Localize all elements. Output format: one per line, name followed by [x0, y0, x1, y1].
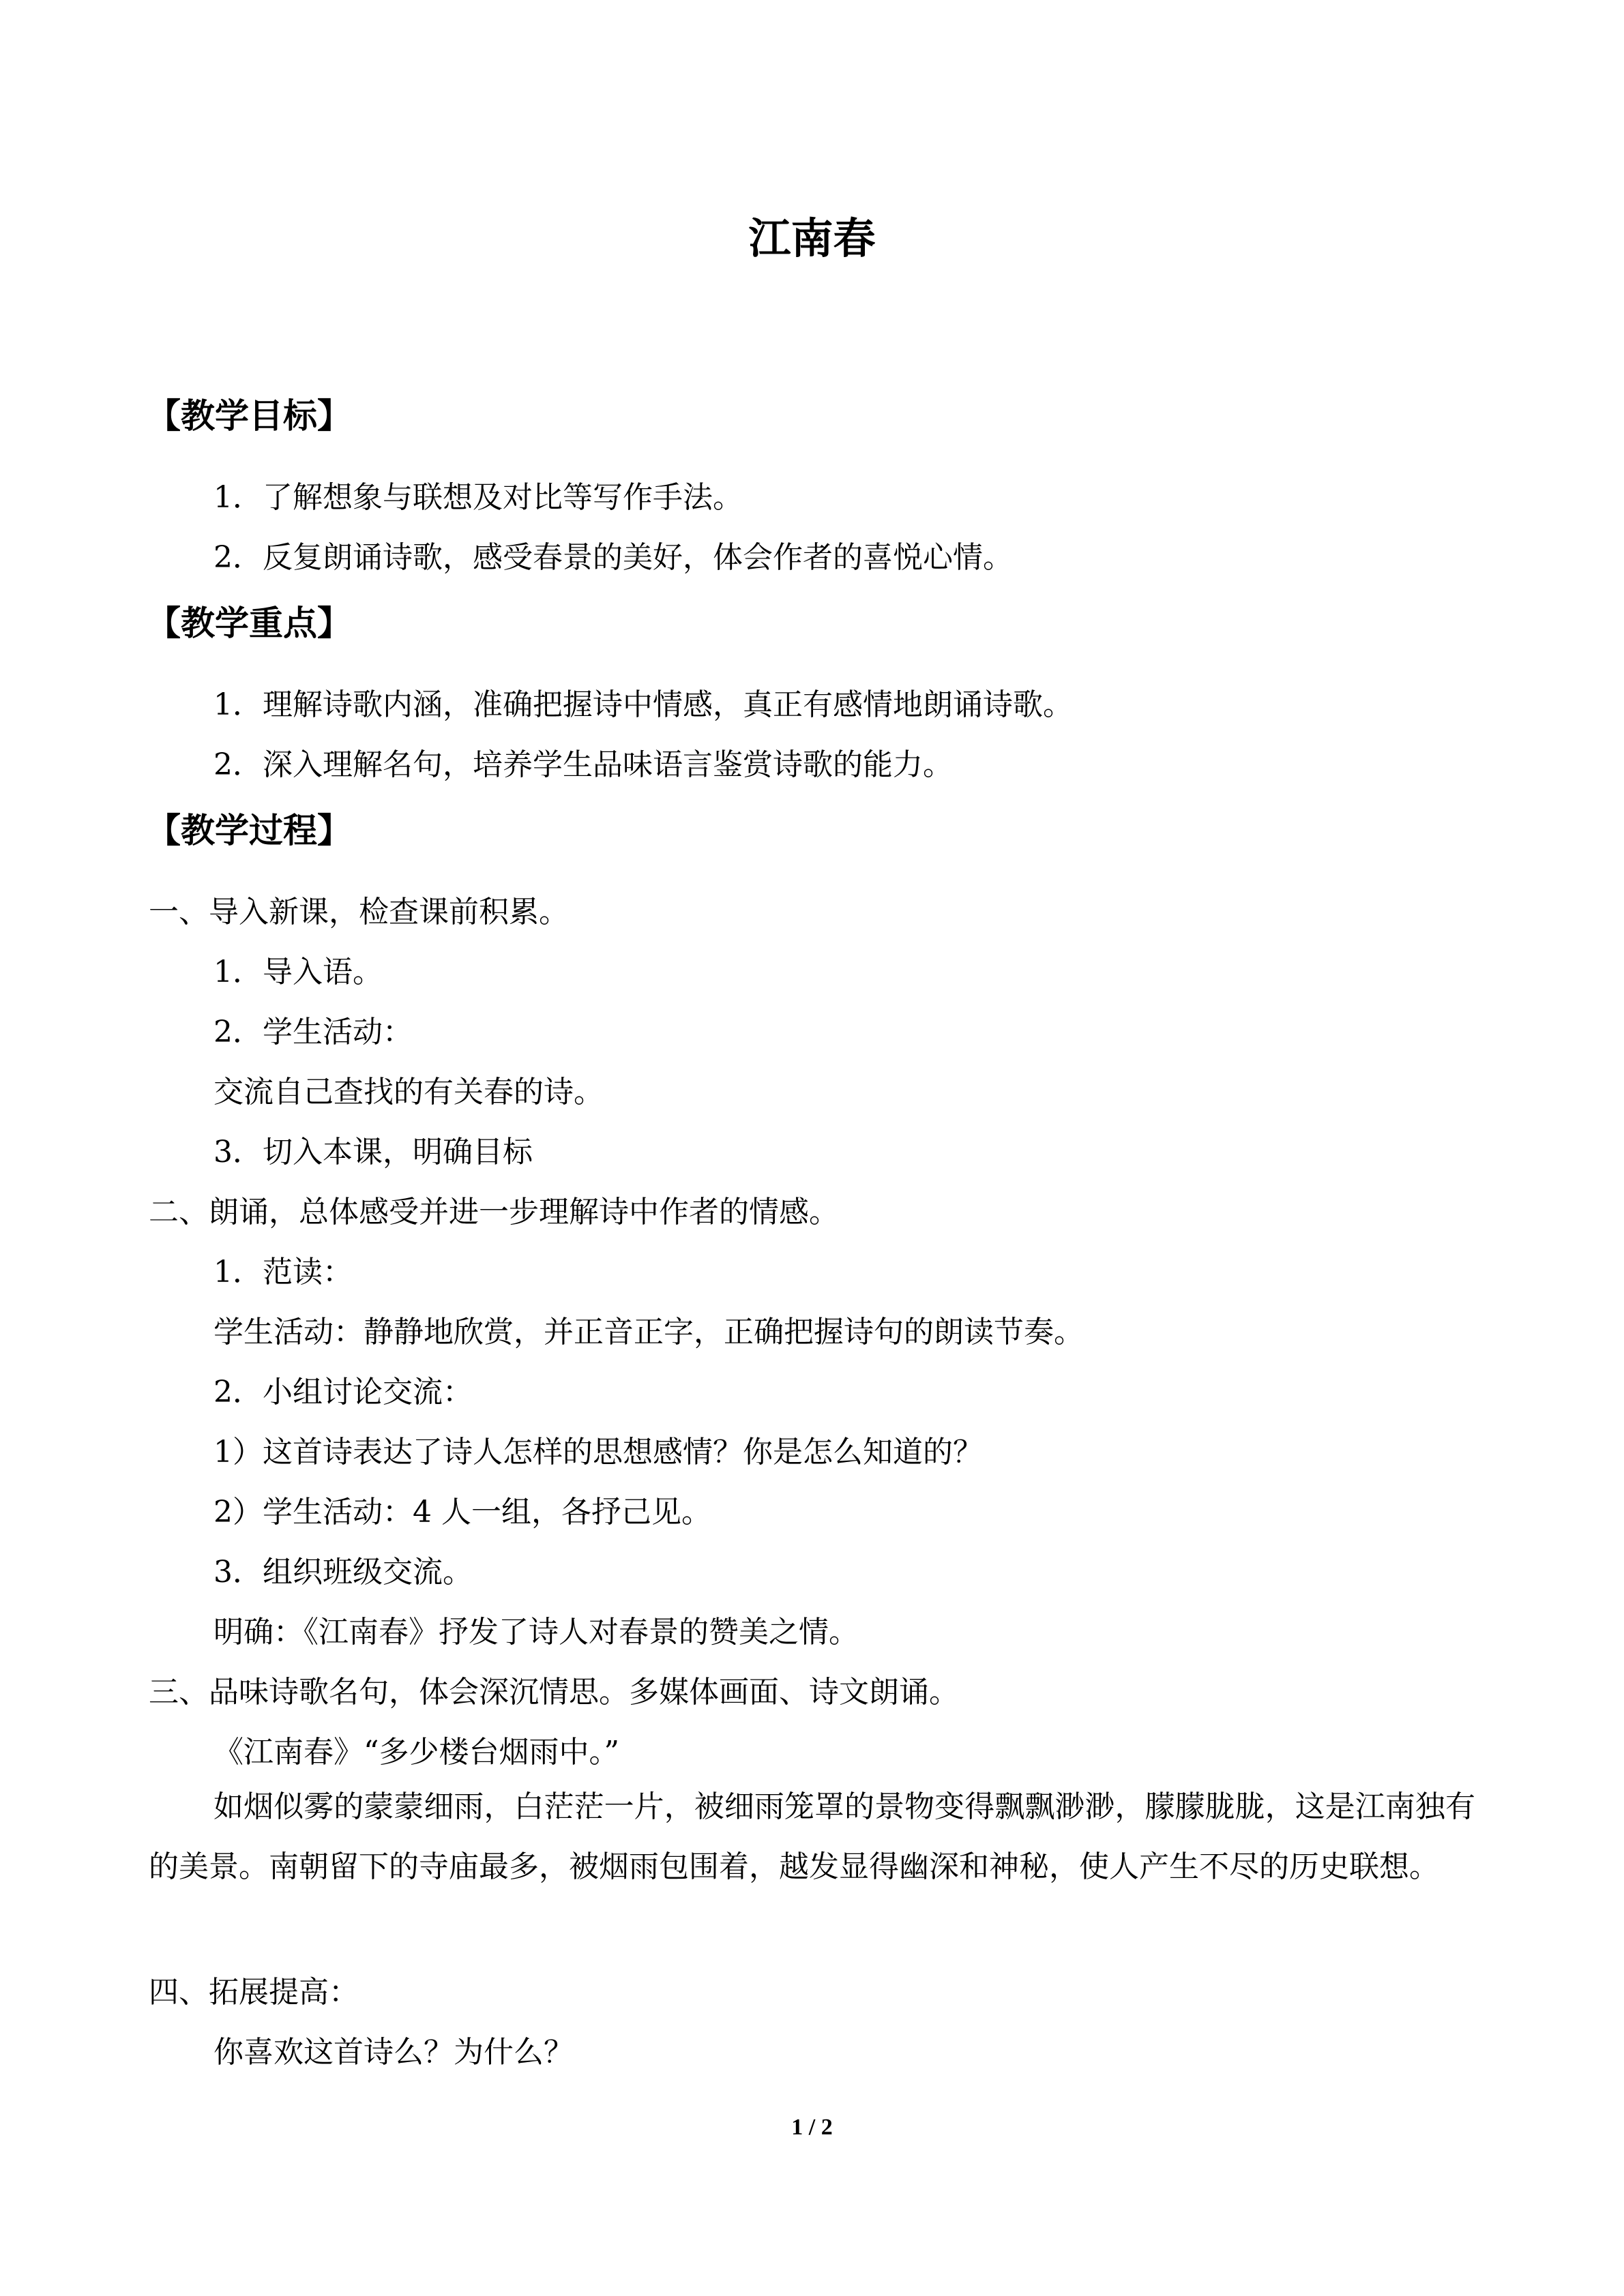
process-part2-line-1: 1．范读： — [213, 1255, 353, 1289]
process-part1-title: 一、导入新课，检查课前积累。 — [149, 895, 569, 929]
process-part2-line-3: 2．小组讨论交流： — [213, 1375, 473, 1410]
process-part2-line-2: 学生活动：静静地欣赏，并正音正字，正确把握诗句的朗读节奏。 — [213, 1315, 1084, 1350]
page-indicator: 1 / 2 — [791, 2115, 833, 2140]
process-part3-title: 三、品味诗歌名句，体会深沉情思。多媒体画面、诗文朗诵。 — [149, 1675, 959, 1710]
process-part2-line-4: 1）这首诗表达了诗人怎样的思想感情？你是怎么知道的？ — [213, 1435, 983, 1470]
goal-item-2: 2．反复朗诵诗歌，感受春景的美好，体会作者的喜悦心情。 — [213, 540, 1013, 575]
process-part1-line-2: 2．学生活动： — [213, 1015, 413, 1049]
process-part1-line-4: 3．切入本课，明确目标 — [213, 1135, 533, 1169]
document-title: 江南春 — [748, 213, 876, 263]
focus-item-1: 1．理解诗歌内涵，准确把握诗中情感，真正有感情地朗诵诗歌。 — [213, 687, 1073, 722]
process-part4-title: 四、拓展提高： — [149, 1975, 359, 2010]
process-part2-title: 二、朗诵，总体感受并进一步理解诗中作者的情感。 — [149, 1195, 839, 1229]
process-part2-line-6: 3．组织班级交流。 — [213, 1555, 473, 1590]
section-heading-goals: 【教学目标】 — [147, 396, 351, 436]
process-part3-paragraph: 如烟似雾的蒙蒙细雨，白茫茫一片，被细雨笼罩的景物变得飘飘渺渺，朦朦胧胧，这是江南独有的美景。南朝留下的寺庙最多，被烟雨包围着，越发显得幽深和神秘，使人产生不尽的历史联想。 — [149, 1789, 1475, 1884]
section-heading-focus: 【教学重点】 — [147, 603, 351, 643]
process-part4-line-1: 你喜欢这首诗么？为什么？ — [213, 2035, 574, 2070]
process-part1-line-3: 交流自己查找的有关春的诗。 — [213, 1075, 604, 1109]
goal-item-1: 1．了解想象与联想及对比等写作手法。 — [213, 480, 743, 515]
process-part3-quote: 《江南春》“多少楼台烟雨中。” — [213, 1735, 619, 1770]
process-part1-line-1: 1．导入语。 — [213, 955, 383, 989]
section-heading-process: 【教学过程】 — [147, 810, 351, 850]
process-part2-line-7: 明确：《江南春》抒发了诗人对春景的赞美之情。 — [213, 1615, 859, 1650]
focus-item-2: 2．深入理解名句，培养学生品味语言鉴赏诗歌的能力。 — [213, 747, 953, 782]
process-part2-line-5: 2）学生活动：4 人一组，各抒己见。 — [213, 1495, 711, 1530]
